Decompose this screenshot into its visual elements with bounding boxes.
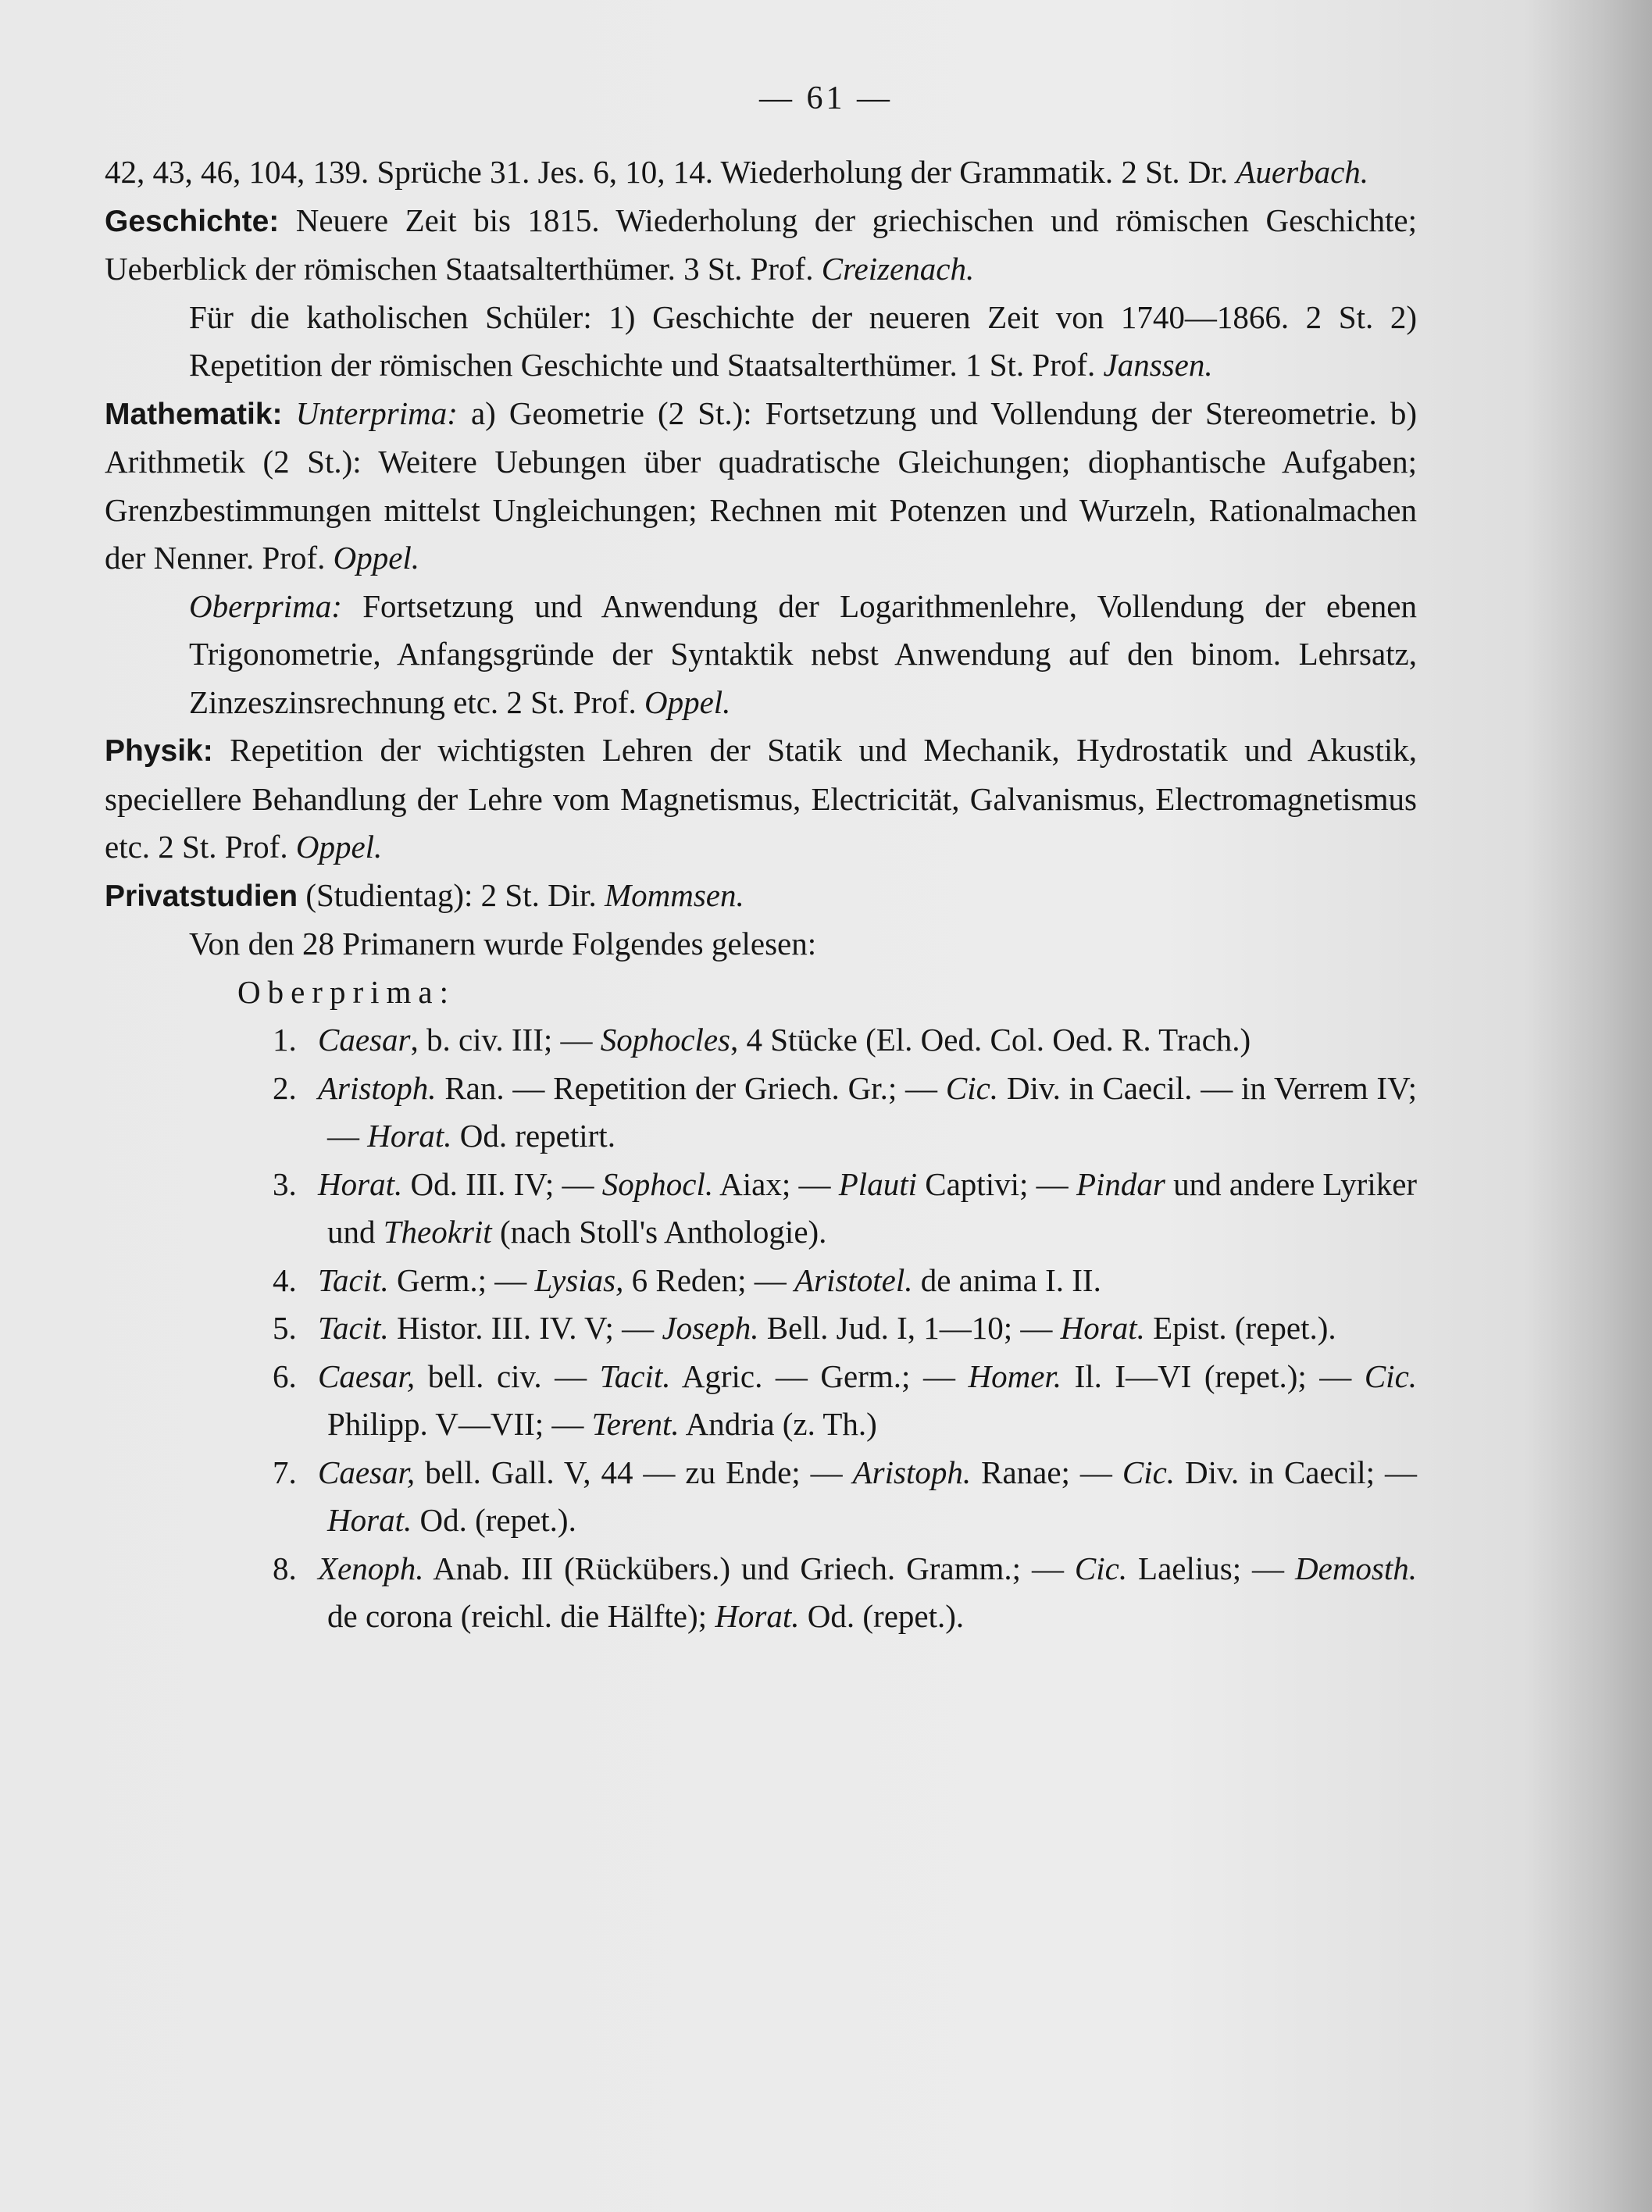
page-body [105, 148, 1417, 1641]
privat-heading: Privatstudien [105, 879, 298, 913]
oberprima-math-paragraph [105, 583, 1417, 727]
physik-heading: Physik: [105, 734, 213, 768]
privat-teacher: Mommsen. [604, 876, 744, 913]
list-item: 2. Aristoph. Ran. — Repetition der Griech. Gr.; — Cic. Div. in Caecil. — in Verrem IV; — Horat. Od. repetirt. [273, 1069, 1418, 1154]
geschichte-heading: Geschichte: [105, 204, 280, 238]
page-edge-shadow [1527, 0, 1652, 2212]
unterprima-label: Unterprima: [295, 394, 458, 431]
geschichte-text: Neuere Zeit bis 1815. Wiederholung der griechischen und römischen Geschichte; Ueberblick der römischen Staatsalterthümer. 3 St. Prof. [105, 202, 1417, 287]
list-item: 6. Caesar, bell. civ. — Tacit. Agric. — Germ.; — Homer. Il. I—VI (repet.); — Cic. Philipp. V—VII; — Terent. Andria (z. Th.) [273, 1358, 1418, 1442]
privat-paragraph [105, 872, 1417, 921]
intro-teacher: Auerbach. [1236, 154, 1369, 190]
unterprima-teacher: Oppel. [333, 540, 420, 576]
gelesen-intro: Von den 28 Primanern wurde Folgendes gelesen: [189, 926, 817, 962]
intro-text: 42, 43, 46, 104, 139. Sprüche 31. Jes. 6, 10, 14. Wiederholung der Grammatik. 2 St. Dr. [105, 154, 1229, 190]
reading-list [105, 1016, 1417, 1641]
oberprima-math-label: Oberprima: [189, 587, 342, 624]
geschichte-kath-text: Für die katholischen Schüler: 1) Geschichte der neueren Zeit von 1740—1866. 2 St. 2) Repetition der römischen Geschichte und Staatsalterthümer. 1 St. Prof. [189, 298, 1417, 383]
intro-paragraph [105, 148, 1417, 197]
list-item: 3. Horat. Od. III. IV; — Sophocl. Aiax; — Plauti Captivi; — Pindar und andere Lyriker und Theokrit (nach Stoll's Anthologie). [273, 1165, 1418, 1250]
oberprima-math-teacher: Oppel. [644, 683, 731, 720]
geschichte-kath-teacher: Janssen. [1103, 347, 1213, 383]
physik-text: Repetition der wichtigsten Lehren der Statik und Mechanik, Hydrostatik und Akustik, speciellere Behandlung der Lehre vom Magnetismus, Electricität, Galvanismus, Electromagnetismus etc. 2 St. Prof. [105, 732, 1418, 865]
mathematik-heading: Mathematik: [105, 397, 283, 431]
list-item: 1. Caesar, b. civ. III; — Sophocles, 4 Stücke (El. Oed. Col. Oed. R. Trach.) [273, 1022, 1251, 1058]
geschichte-paragraph [105, 197, 1417, 294]
oberprima-label: Oberprima: [237, 973, 455, 1010]
page-number: — 61 — [759, 80, 893, 116]
physik-paragraph [105, 726, 1417, 872]
geschichte-teacher: Creizenach. [821, 251, 975, 287]
oberprima-math-text: Fortsetzung und Anwendung der Logarithmenlehre, Vollendung der ebenen Trigonometrie, Anfangsgründe der Syntaktik nebst Anwendung auf den binom. Lehrsatz, Zinzeszinsrechnung etc. 2 St. Prof. [189, 587, 1418, 720]
list-item: 5. Tacit. Histor. III. IV. V; — Joseph. Bell. Jud. I, 1—10; — Horat. Epist. (repet.). [273, 1310, 1336, 1346]
physik-teacher: Oppel. [295, 829, 383, 865]
geschichte-kath-paragraph [105, 294, 1417, 390]
list-item: 8. Xenoph. Anab. III (Rückübers.) und Griech. Gramm.; — Cic. Laelius; — Demosth. de corona (reichl. die Hälfte); Horat. Od. (repet.). [273, 1550, 1418, 1634]
mathematik-paragraph [105, 390, 1417, 583]
list-item: 7. Caesar, bell. Gall. V, 44 — zu Ende; — Aristoph. Ranae; — Cic. Div. in Caecil; — Horat. Od. (repet.). [273, 1454, 1418, 1538]
privat-text: (Studientag): 2 St. Dir. [305, 876, 597, 913]
list-item: 4. Tacit. Germ.; — Lysias, 6 Reden; — Aristotel. de anima I. II. [273, 1261, 1101, 1298]
unterprima-text: a) Geometrie (2 St.): Fortsetzung und Vollendung der Stereometrie. b) Arithmetik (2 St.): Weitere Uebungen über quadratische Gleichungen; diophantische Aufgaben; Grenzbestimmungen mittelst Ungleichungen; Rechnen mit Potenzen und Wurzeln, Rationalmachen der Nenner. Prof. [105, 394, 1417, 576]
